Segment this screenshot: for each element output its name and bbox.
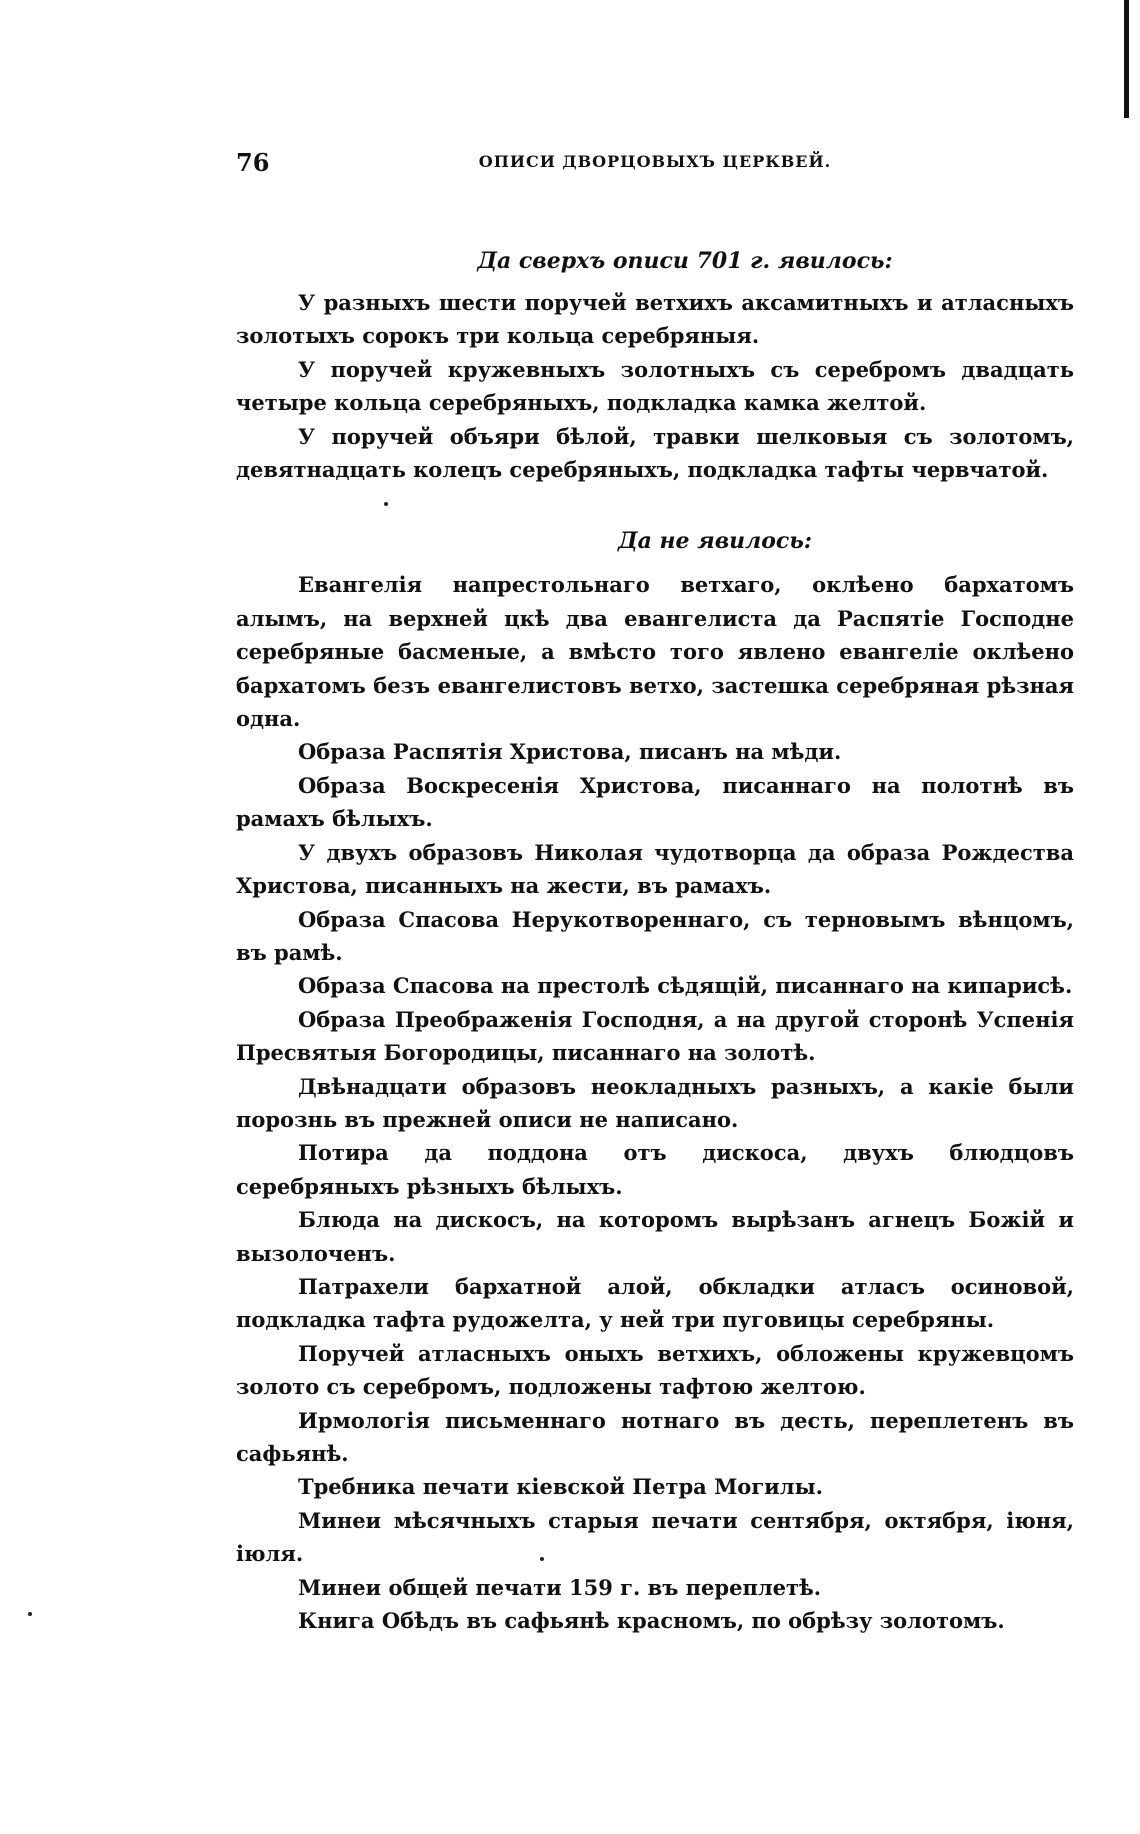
- paragraph: Образа Распятія Христова, писанъ на мѣди.: [298, 739, 842, 765]
- running-title: ОПИСИ ДВОРЦОВЫХЪ ЦЕРКВЕЙ.: [478, 152, 832, 171]
- paragraph: У поручей кружевныхъ золотныхъ съ серебромъ двадцать четыре кольца серебряныхъ, подкладка камка желтой.: [236, 356, 1074, 416]
- paragraph: Образа Преображенія Господня, а на другой сторонѣ Успенія Пресвятыя Богородицы, писаннаго на золотѣ.: [236, 1006, 1074, 1066]
- paragraph: Поручей атласныхъ оныхъ ветхихъ, обложены кружевцомъ золото съ серебромъ, подложены тафтою желтою.: [236, 1340, 1074, 1400]
- page-edge-bar: [1124, 0, 1129, 118]
- page-number: 76: [236, 148, 270, 177]
- paragraph: У двухъ образовъ Николая чудотворца да образа Рождества Христова, писанныхъ на жести, въ рамахъ.: [236, 839, 1074, 899]
- book-page: [236, 148, 1074, 1637]
- page-header: [236, 148, 1074, 184]
- paragraph: Патрахели бархатной алой, обкладки атласъ осиновой, подкладка тафта рудожелта, у ней три пуговицы серебряны.: [236, 1273, 1074, 1333]
- paragraph: Минеи общей печати 159 г. въ переплетѣ.: [298, 1574, 822, 1600]
- paragraph: Блюда на дискосъ, на которомъ вырѣзанъ агнецъ Божій и вызолоченъ.: [236, 1207, 1074, 1266]
- paragraph: Потира да поддона отъ дискоса, двухъ блюдцовъ серебряныхъ рѣзныхъ бѣлыхъ.: [236, 1140, 1074, 1199]
- paragraph: Образа Спасова Нерукотвореннаго, съ терновымъ вѣнцомъ, въ рамѣ.: [236, 906, 1074, 965]
- ink-speck: [540, 1557, 544, 1561]
- section-heading-missing: Да не явилось:: [618, 528, 812, 555]
- paragraph: У разныхъ шести поручей ветхихъ аксамитныхъ и атласныхъ золотыхъ сорокъ три кольца серебряныя.: [236, 290, 1074, 349]
- paragraph: Требника печати кіевской Петра Могилы.: [298, 1474, 823, 1500]
- paragraph: Книга Обѣдъ въ сафьянѣ красномъ, по обрѣзу золотомъ.: [298, 1608, 1005, 1634]
- ink-speck: [28, 1612, 32, 1616]
- paragraph: Ирмологія письменнаго нотнаго въ десть, переплетенъ въ сафьянѣ.: [236, 1407, 1074, 1466]
- paragraph: У поручей объяри бѣлой, травки шелковыя съ золотомъ, девятнадцать колецъ серебряныхъ, подкладка тафты червчатой.: [236, 423, 1074, 483]
- paragraph: Минеи мѣсячныхъ старыя печати сентября, октября, іюня, іюля.: [236, 1507, 1074, 1567]
- section-heading-appeared: Да сверхъ описи 701 г. явилось:: [477, 248, 893, 274]
- paragraph: Двѣнадцати образовъ неокладныхъ разныхъ, а какіе были порознь въ прежней описи не написано.: [236, 1073, 1074, 1132]
- paragraph: Евангелія напрестольнаго ветхаго, оклѣено бархатомъ алымъ, на верхней цкѣ два евангелиста да Распятіе Господне серебряные басменые, а вмѣсто того явлено евангеліе оклѣено бархатомъ безъ евангелистовъ ветхо, застешка серебряная рѣзная одна.: [236, 572, 1074, 732]
- ink-speck: [384, 502, 388, 506]
- paragraph: Образа Воскресенія Христова, писаннаго на полотнѣ въ рамахъ бѣлыхъ.: [236, 772, 1074, 832]
- paragraph: Образа Спасова на престолѣ сѣдящій, писаннаго на кипарисѣ.: [298, 973, 1073, 999]
